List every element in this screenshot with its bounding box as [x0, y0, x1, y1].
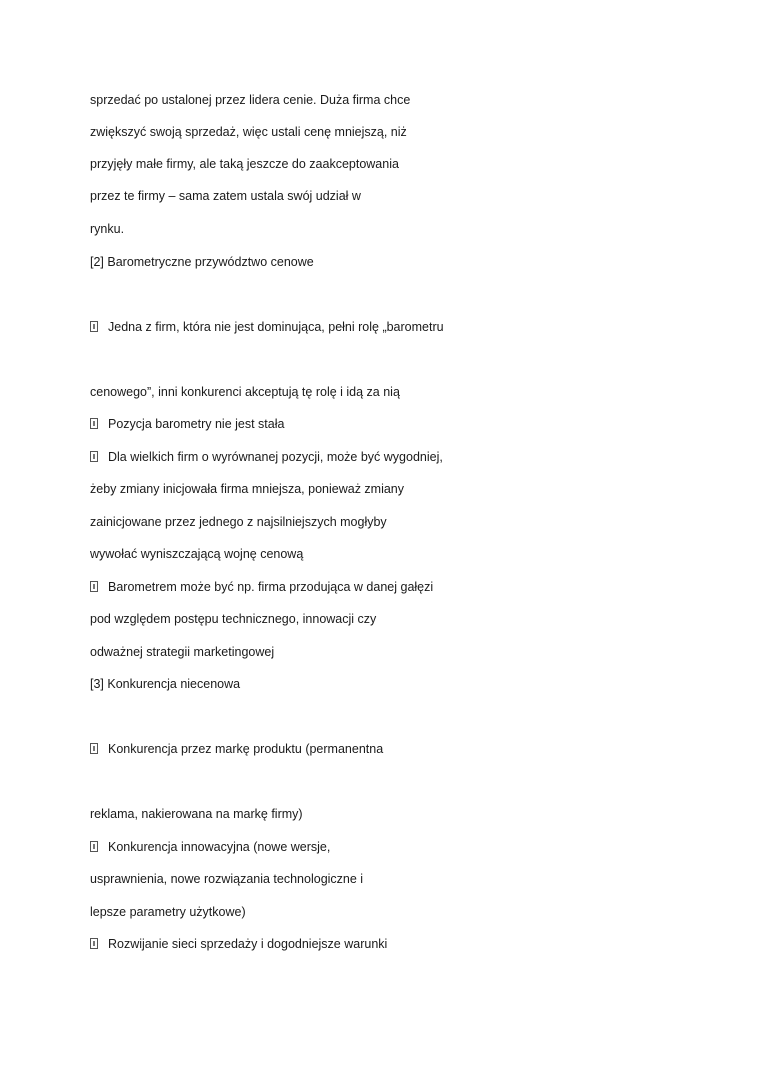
bullet-line: [90, 416, 284, 432]
text-line: [90, 514, 387, 530]
missing-glyph-bullet-icon: [90, 841, 98, 852]
line-text: Pozycja barometry nie jest stała: [108, 417, 285, 431]
missing-glyph-bullet-icon: [90, 581, 98, 592]
text-line: [90, 546, 303, 562]
line-text: Konkurencja innowacyjna (nowe wersje,: [108, 840, 331, 854]
missing-glyph-bullet-icon: [90, 418, 98, 429]
section-heading: [90, 676, 240, 692]
missing-glyph-bullet-icon: [90, 321, 98, 332]
bullet-line: [90, 936, 387, 952]
text-line: [90, 124, 407, 140]
text-line: [90, 188, 361, 204]
text-line: [90, 221, 124, 237]
bullet-line: [90, 839, 330, 855]
line-text: lepsze parametry użytkowe): [90, 905, 246, 919]
bullet-line: [90, 319, 444, 335]
line-text: odważnej strategii marketingowej: [90, 645, 275, 659]
bullet-line: [90, 741, 383, 757]
line-text: [2] Barometryczne przywództwo cenowe: [90, 255, 314, 269]
line-text: przyjęły małe firmy, ale taką jeszcze do zaakceptowania: [90, 157, 399, 171]
text-line: [90, 871, 363, 887]
line-text: [3] Konkurencja niecenowa: [90, 677, 241, 691]
text-line: [90, 644, 274, 660]
text-line: [90, 806, 303, 822]
line-text: Rozwijanie sieci sprzedaży i dogodniejsze warunki: [108, 937, 388, 951]
line-text: Konkurencja przez markę produktu (permanentna: [108, 742, 384, 756]
missing-glyph-bullet-icon: [90, 451, 98, 462]
line-text: zwiększyć swoją sprzedaż, więc ustali cenę mniejszą, niż: [90, 125, 407, 139]
line-text: zainicjowane przez jednego z najsilniejszych mogłyby: [90, 515, 387, 529]
line-text: Jedna z firm, która nie jest dominująca, pełni rolę „barometru: [108, 320, 444, 334]
text-line: [90, 92, 410, 108]
line-text: żeby zmiany inicjowała firma mniejsza, ponieważ zmiany: [90, 482, 405, 496]
line-text: rynku.: [90, 222, 125, 236]
line-text: usprawnienia, nowe rozwiązania technologiczne i: [90, 872, 364, 886]
line-text: Dla wielkich firm o wyrównanej pozycji, może być wygodniej,: [108, 450, 443, 464]
line-text: Barometrem może być np. firma przodująca w danej gałęzi: [108, 580, 434, 594]
line-text: wywołać wyniszczającą wojnę cenową: [90, 547, 304, 561]
line-text: sprzedać po ustalonej przez lidera cenie. Duża firma chce: [90, 93, 411, 107]
line-text: przez te firmy – sama zatem ustala swój udział w: [90, 189, 361, 203]
line-text: reklama, nakierowana na markę firmy): [90, 807, 303, 821]
bullet-line: [90, 449, 443, 465]
section-heading: [90, 254, 314, 270]
missing-glyph-bullet-icon: [90, 938, 98, 949]
text-line: [90, 481, 404, 497]
line-text: cenowego”, inni konkurenci akceptują tę rolę i idą za nią: [90, 385, 400, 399]
text-line: [90, 904, 246, 920]
bullet-line: [90, 579, 433, 595]
text-line: [90, 156, 399, 172]
missing-glyph-bullet-icon: [90, 743, 98, 754]
line-text: pod względem postępu technicznego, innowacji czy: [90, 612, 377, 626]
text-line: [90, 384, 400, 400]
text-line: [90, 611, 376, 627]
